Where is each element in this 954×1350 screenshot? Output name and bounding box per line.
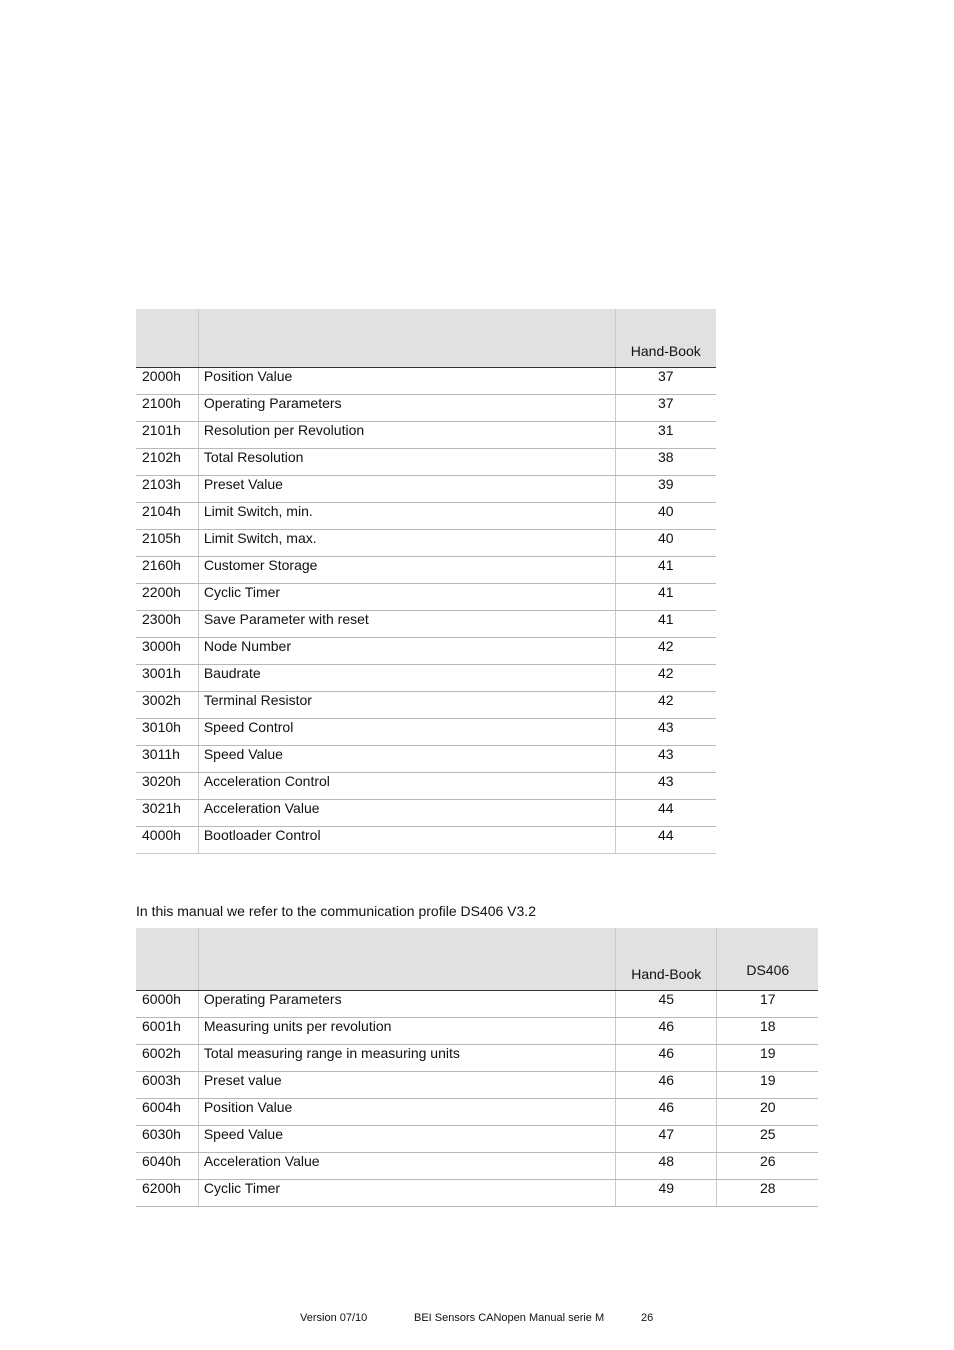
handbook-page-cell: 42 <box>615 692 716 719</box>
table-row <box>136 476 716 503</box>
object-index-cell: 2102h <box>136 449 198 476</box>
header-handbook: Hand-Book <box>615 309 716 368</box>
handbook-page-cell: 41 <box>615 611 716 638</box>
table-row <box>136 827 716 854</box>
ds406-page-cell: 19 <box>717 1045 818 1072</box>
ds406-page-cell: 28 <box>717 1180 818 1207</box>
table-row <box>136 1045 818 1072</box>
handbook-page-cell: 39 <box>615 476 716 503</box>
header-name-cell <box>198 309 615 368</box>
handbook-page-cell: 37 <box>615 368 716 395</box>
handbook-page-cell: 43 <box>615 773 716 800</box>
object-index-cell: 3011h <box>136 746 198 773</box>
handbook-page-cell: 43 <box>615 746 716 773</box>
object-index-cell: 3001h <box>136 665 198 692</box>
handbook-page-cell: 46 <box>616 1099 717 1126</box>
object-name-cell: Baudrate <box>198 665 615 692</box>
object-name-cell: Terminal Resistor <box>198 692 615 719</box>
object-index-cell: 2300h <box>136 611 198 638</box>
object-name-cell: Operating Parameters <box>198 991 615 1018</box>
table-row <box>136 638 716 665</box>
section-divider <box>136 853 716 854</box>
header-handbook: Hand-Book <box>616 928 717 991</box>
handbook-page-cell: 40 <box>615 530 716 557</box>
object-name-cell: Cyclic Timer <box>198 584 615 611</box>
object-index-cell: 3002h <box>136 692 198 719</box>
object-name-cell: Position Value <box>198 368 615 395</box>
object-index-cell: 6004h <box>136 1099 198 1126</box>
object-index-cell: 2000h <box>136 368 198 395</box>
table-body <box>136 991 818 1207</box>
object-index-cell: 3020h <box>136 773 198 800</box>
object-index-cell: 6200h <box>136 1180 198 1207</box>
handbook-page-cell: 42 <box>615 665 716 692</box>
object-index-cell: 3021h <box>136 800 198 827</box>
object-name-cell: Customer Storage <box>198 557 615 584</box>
handbook-page-cell: 38 <box>615 449 716 476</box>
object-index-cell: 3010h <box>136 719 198 746</box>
handbook-page-cell: 41 <box>615 584 716 611</box>
handbook-page-cell: 45 <box>616 991 717 1018</box>
header-index-cell <box>136 928 198 991</box>
object-index-cell: 2103h <box>136 476 198 503</box>
object-name-cell: Save Parameter with reset <box>198 611 615 638</box>
table-row <box>136 746 716 773</box>
table-row <box>136 395 716 422</box>
handbook-page-cell: 46 <box>616 1018 717 1045</box>
object-name-cell: Preset Value <box>198 476 615 503</box>
object-name-cell: Cyclic Timer <box>198 1180 615 1207</box>
ds406-page-cell: 19 <box>717 1072 818 1099</box>
object-name-cell: Acceleration Value <box>198 1153 615 1180</box>
manufacturer-objects-table <box>136 309 716 854</box>
object-name-cell: Measuring units per revolution <box>198 1018 615 1045</box>
table-row <box>136 1018 818 1045</box>
object-name-cell: Resolution per Revolution <box>198 422 615 449</box>
object-index-cell: 2105h <box>136 530 198 557</box>
table-row <box>136 503 716 530</box>
object-index-cell: 2104h <box>136 503 198 530</box>
handbook-page-cell: 48 <box>616 1153 717 1180</box>
object-name-cell: Acceleration Value <box>198 800 615 827</box>
object-name-cell: Total measuring range in measuring units <box>198 1045 615 1072</box>
table-row <box>136 1180 818 1207</box>
ds406-page-cell: 17 <box>717 991 818 1018</box>
table-row <box>136 1099 818 1126</box>
table-row <box>136 991 818 1018</box>
table-row <box>136 530 716 557</box>
object-name-cell: Speed Control <box>198 719 615 746</box>
footer-page-number: 26 <box>641 1312 654 1324</box>
object-index-cell: 2200h <box>136 584 198 611</box>
handbook-page-cell: 44 <box>615 800 716 827</box>
object-name-cell: Preset value <box>198 1072 615 1099</box>
ds406-page-cell: 26 <box>717 1153 818 1180</box>
table-row <box>136 800 716 827</box>
object-index-cell: 2160h <box>136 557 198 584</box>
ds406-page-cell: 20 <box>717 1099 818 1126</box>
table-row <box>136 584 716 611</box>
handbook-page-cell: 46 <box>616 1072 717 1099</box>
handbook-page-cell: 47 <box>616 1126 717 1153</box>
table-header-row <box>136 928 818 991</box>
table-row <box>136 1153 818 1180</box>
table-header-row <box>136 309 716 368</box>
handbook-page-cell: 43 <box>615 719 716 746</box>
profile-objects-table <box>136 928 818 1207</box>
table-row <box>136 1126 818 1153</box>
header-ds406: DS406 <box>717 928 818 991</box>
table-row <box>136 773 716 800</box>
header-index-cell <box>136 309 198 368</box>
object-name-cell: Node Number <box>198 638 615 665</box>
object-index-cell: 6002h <box>136 1045 198 1072</box>
object-name-cell: Speed Value <box>198 1126 615 1153</box>
footer-version: Version 07/10 <box>300 1312 368 1324</box>
object-index-cell: 6040h <box>136 1153 198 1180</box>
handbook-page-cell: 37 <box>615 395 716 422</box>
object-name-cell: Total Resolution <box>198 449 615 476</box>
table-row <box>136 611 716 638</box>
handbook-page-cell: 31 <box>615 422 716 449</box>
object-index-cell: 2101h <box>136 422 198 449</box>
handbook-page-cell: 44 <box>615 827 716 854</box>
footer-title: BEI Sensors CANopen Manual serie M <box>414 1312 605 1324</box>
table-row <box>136 449 716 476</box>
table-row <box>136 422 716 449</box>
table-body <box>136 368 716 854</box>
object-name-cell: Operating Parameters <box>198 395 615 422</box>
table-row <box>136 1072 818 1099</box>
table-row <box>136 665 716 692</box>
object-index-cell: 6001h <box>136 1018 198 1045</box>
handbook-page-cell: 40 <box>615 503 716 530</box>
object-name-cell: Acceleration Control <box>198 773 615 800</box>
handbook-page-cell: 49 <box>616 1180 717 1207</box>
ds406-page-cell: 25 <box>717 1126 818 1153</box>
table-row <box>136 368 716 395</box>
object-name-cell: Limit Switch, min. <box>198 503 615 530</box>
handbook-page-cell: 41 <box>615 557 716 584</box>
object-name-cell: Speed Value <box>198 746 615 773</box>
handbook-page-cell: 42 <box>615 638 716 665</box>
object-name-cell: Position Value <box>198 1099 615 1126</box>
object-index-cell: 3000h <box>136 638 198 665</box>
object-index-cell: 2100h <box>136 395 198 422</box>
object-name-cell: Limit Switch, max. <box>198 530 615 557</box>
handbook-page-cell: 46 <box>616 1045 717 1072</box>
intro-paragraph: In this manual we refer to the communication profile DS406 V3.2 <box>136 903 536 919</box>
table-row <box>136 719 716 746</box>
object-name-cell: Bootloader Control <box>198 827 615 854</box>
page-footer <box>0 1312 954 1326</box>
object-index-cell: 4000h <box>136 827 198 854</box>
ds406-page-cell: 18 <box>717 1018 818 1045</box>
object-index-cell: 6030h <box>136 1126 198 1153</box>
object-index-cell: 6000h <box>136 991 198 1018</box>
table-row <box>136 692 716 719</box>
header-name-cell <box>198 928 615 991</box>
table-row <box>136 557 716 584</box>
object-index-cell: 6003h <box>136 1072 198 1099</box>
